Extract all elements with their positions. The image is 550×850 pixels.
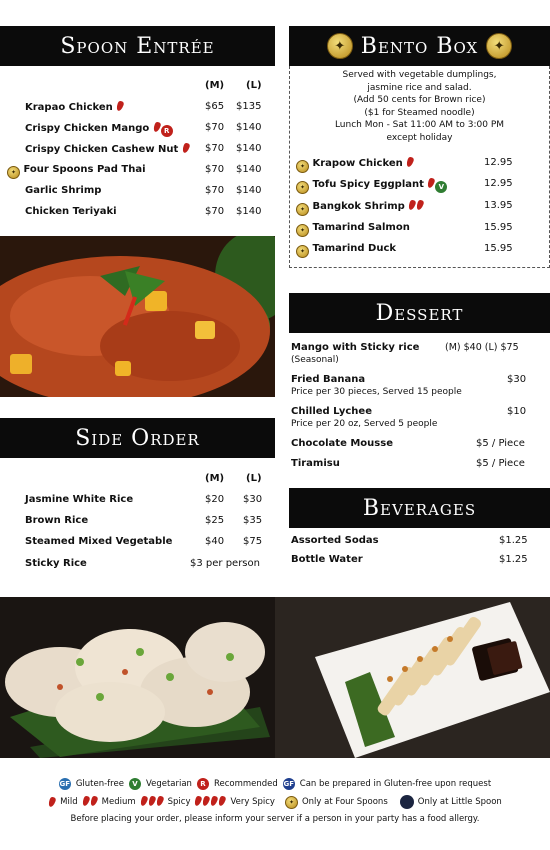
list-item	[296, 222, 410, 237]
list-item: Brown Rice	[25, 515, 89, 526]
intro-line: Served with vegetable dumplings,	[342, 70, 497, 80]
four-spoons-icon: ✦	[7, 166, 20, 179]
item-price-l: $140	[236, 206, 262, 217]
item-price: 15.95	[484, 243, 513, 254]
item-name: Tofu Spicy Eggplant	[312, 179, 424, 190]
four-spoons-icon: ✦	[296, 160, 309, 173]
item-price-l: $140	[236, 143, 262, 154]
chili-icon	[48, 796, 57, 807]
item-price-l: $35	[243, 515, 263, 526]
four-spoons-icon: ✦	[296, 181, 309, 194]
item-price: $5 / Piece	[476, 458, 525, 469]
item-price-m: $20	[205, 494, 225, 505]
recommended-icon: R	[197, 778, 209, 790]
item-price-m: $70	[205, 143, 225, 154]
side-order-header	[0, 418, 275, 458]
legend-gluten-free: Gluten-free	[75, 779, 124, 789]
chicken-dish-photo	[0, 236, 275, 397]
gyoza-plate-photo	[275, 597, 550, 758]
item-name: Bangkok Shrimp	[312, 201, 405, 212]
item-name: Crispy Chicken Mango	[25, 123, 150, 134]
list-item	[296, 157, 414, 173]
legend-little-spoon: Only at Little Spoon	[417, 797, 502, 807]
chili-icon	[218, 795, 227, 806]
spoon-entree-header	[0, 26, 275, 66]
chili-icon	[210, 795, 219, 806]
gluten-free-request-icon: GF	[283, 780, 295, 788]
item-price-m: $40	[205, 536, 225, 547]
item-name: Four Spoons Pad Thai	[23, 164, 146, 175]
legend-very-spicy: Very Spicy	[230, 797, 275, 807]
chili-icon	[116, 100, 125, 111]
item-name: Krapao Chicken	[25, 102, 113, 113]
list-item	[25, 185, 101, 196]
legend	[0, 778, 550, 824]
legend-four-spoons: Only at Four Spoons	[301, 797, 388, 807]
vegetarian-icon: V	[129, 778, 141, 790]
list-item	[296, 200, 424, 216]
item-price-m: $70	[205, 206, 225, 217]
item-price: 13.95	[484, 200, 513, 211]
little-spoon-icon	[400, 795, 414, 809]
spoon-entree-title: Spoon Entrée	[60, 33, 215, 59]
four-spoons-icon: ✦	[296, 245, 309, 258]
list-item	[25, 206, 117, 217]
list-item: Assorted Sodas	[291, 535, 379, 546]
item-price-l: $75	[243, 536, 263, 547]
list-item	[25, 122, 173, 137]
item-price: $10	[507, 406, 527, 417]
list-item: Fried Banana	[291, 374, 366, 385]
entree-col-m: (M)	[205, 80, 225, 91]
list-item: Chocolate Mousse	[291, 438, 393, 449]
chili-icon	[81, 795, 90, 806]
item-price-l: $30	[243, 494, 263, 505]
list-item: Mango with Sticky rice	[291, 342, 420, 353]
legend-vegetarian: Vegetarian	[145, 779, 192, 789]
item-price: $1.25	[499, 554, 528, 565]
item-price-l: $135	[236, 101, 262, 112]
item-price-l: $140	[236, 122, 262, 133]
four-spoons-icon: ✦	[327, 33, 353, 59]
list-item: Bottle Water	[291, 554, 363, 565]
four-spoons-icon: ✦	[486, 33, 512, 59]
bento-box-header	[289, 26, 550, 66]
item-note: Price per 20 oz, Served 5 people	[291, 419, 438, 429]
four-spoons-icon: ✦	[296, 203, 309, 216]
list-item	[25, 143, 190, 155]
list-item: Steamed Mixed Vegetable	[25, 536, 173, 547]
list-item	[296, 243, 396, 258]
chili-icon	[152, 121, 161, 132]
gluten-free-icon: GF	[59, 780, 71, 788]
list-item	[25, 101, 124, 113]
item-name: Tamarind Duck	[312, 243, 397, 254]
item-name: Krapow Chicken	[312, 158, 403, 169]
recommended-icon: R	[161, 125, 173, 137]
chili-icon	[155, 795, 164, 806]
intro-line: ($1 for Steamed noodle)	[364, 107, 475, 118]
legend-recommended: Recommended	[213, 779, 278, 789]
list-item: Sticky Rice	[25, 558, 87, 569]
legend-mild: Mild	[60, 797, 78, 807]
dessert-title: Dessert	[375, 300, 464, 326]
item-name: Tamarind Salmon	[312, 222, 410, 233]
list-item: Tiramisu	[291, 458, 340, 469]
beverages-header	[289, 488, 550, 528]
list-item: Jasmine White Rice	[25, 494, 134, 505]
side-order-title: Side Order	[75, 425, 200, 451]
item-name: Crispy Chicken Cashew Nut	[25, 144, 179, 155]
legend-row-1	[0, 778, 550, 790]
four-spoons-icon: ✦	[296, 224, 309, 237]
item-price-note: $3 per person	[190, 558, 260, 569]
chili-icon	[147, 795, 156, 806]
chili-icon	[406, 156, 415, 167]
vegetarian-icon: V	[435, 181, 447, 193]
legend-spicy: Spicy	[167, 797, 191, 807]
chili-icon	[139, 795, 148, 806]
legend-row-2	[0, 795, 550, 809]
chili-icon	[202, 795, 211, 806]
bento-box-title: Bento Box	[360, 33, 479, 59]
item-price: (M) $40 (L) $75	[445, 342, 519, 353]
intro-line: jasmine rice and salad.	[367, 82, 472, 93]
item-price-l: $140	[236, 164, 262, 175]
dumplings-photo	[0, 597, 275, 758]
chili-icon	[181, 142, 190, 153]
item-price: $30	[507, 374, 527, 385]
item-price: 15.95	[484, 222, 513, 233]
legend-medium: Medium	[101, 797, 136, 807]
item-note: Price per 30 pieces, Served 15 people	[291, 387, 462, 397]
item-price-m: $70	[205, 164, 225, 175]
four-spoons-icon: ✦	[285, 796, 298, 809]
item-price-m: $25	[205, 515, 225, 526]
item-note: (Seasonal)	[291, 355, 339, 365]
side-col-m: (M)	[205, 473, 225, 484]
intro-line: except holiday	[386, 132, 453, 143]
chili-icon	[408, 199, 417, 210]
item-price-m: $70	[205, 185, 225, 196]
beverages-title: Beverages	[362, 495, 477, 521]
allergy-note: Before placing your order, please inform your server if a person in your party has a food allergy.	[70, 814, 480, 824]
item-price: $1.25	[499, 535, 528, 546]
item-price-l: $140	[236, 185, 262, 196]
intro-line: Lunch Mon - Sat 11:00 AM to 3:00 PM	[334, 120, 505, 130]
item-price: 12.95	[484, 157, 513, 168]
item-price: 12.95	[484, 178, 513, 189]
item-price: $5 / Piece	[476, 438, 525, 449]
item-price-m: $70	[205, 122, 225, 133]
list-item: Chilled Lychee	[291, 406, 372, 417]
chili-icon	[416, 199, 425, 210]
entree-col-l: (L)	[246, 80, 262, 91]
bento-intro	[290, 66, 549, 144]
legend-gf-request: Can be prepared in Gluten-free upon request	[299, 779, 492, 789]
chili-icon	[194, 795, 203, 806]
side-col-l: (L)	[246, 473, 262, 484]
chili-icon	[89, 795, 98, 806]
item-name: Chicken Teriyaki	[25, 206, 117, 217]
list-item	[7, 164, 146, 179]
dessert-header	[289, 293, 550, 333]
item-name: Garlic Shrimp	[25, 185, 102, 196]
list-item	[296, 178, 447, 194]
intro-line: (Add 50 cents for Brown rice)	[353, 95, 486, 105]
item-price-m: $65	[205, 101, 225, 112]
